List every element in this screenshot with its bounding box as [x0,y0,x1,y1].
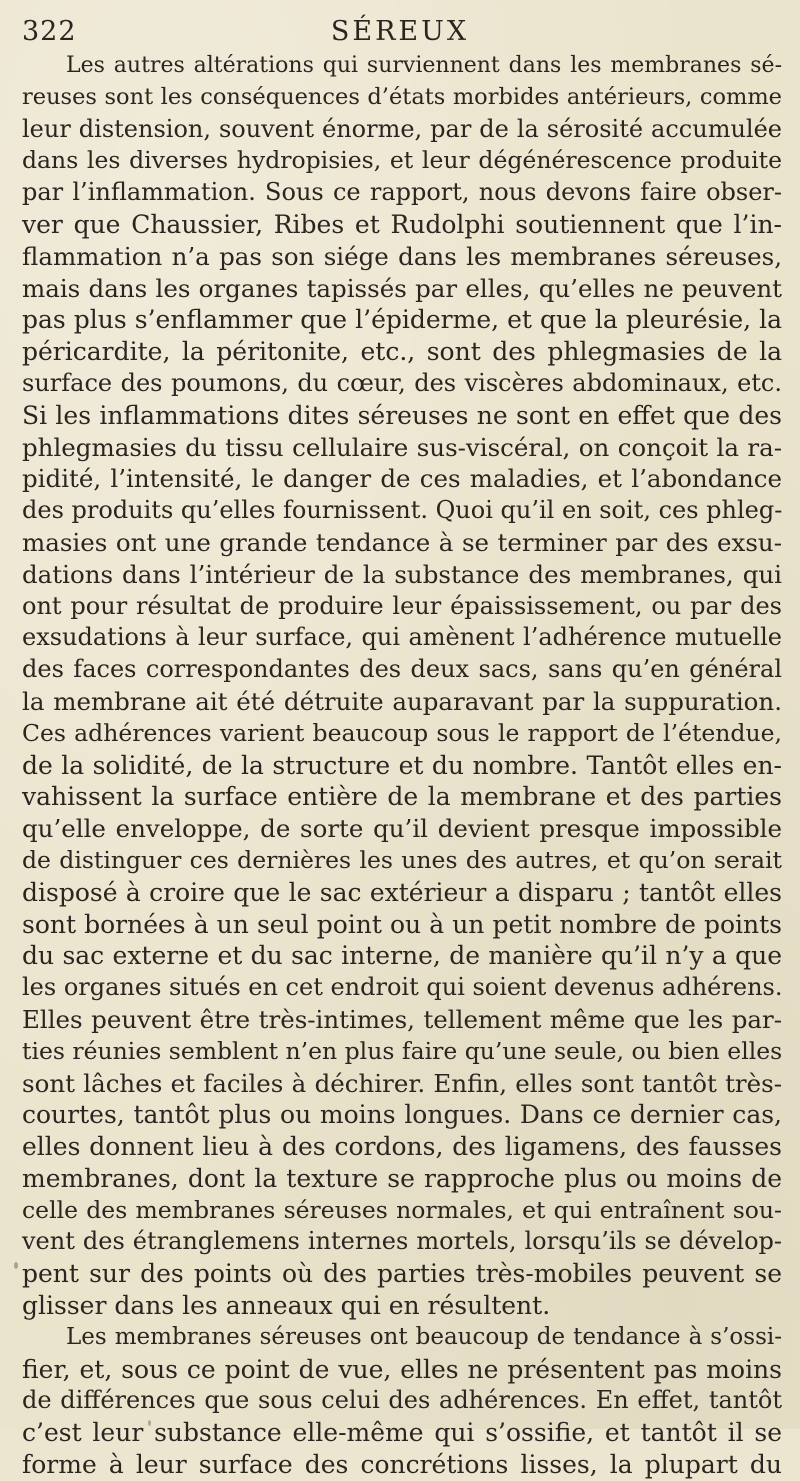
text-line: disposé à croire que le sac extérieur a disparu ; tantôt elles [22,877,782,907]
text-line: Elles peuvent être très-intimes, tellement même que les par- [22,1004,782,1034]
text-line: Si les inflammations dites séreuses ne sont en effet que des [22,400,782,430]
text-line: reuses sont les conséquences d’états morbides antérieurs, comme [22,83,782,110]
text-line: la membrane ait été détruite auparavant par la suppuration. [22,686,782,716]
text-line: forme à leur surface des concrétions lisses, la plupart du [22,1450,782,1480]
text-line: glisser dans les anneaux qui en résultent. [22,1291,551,1321]
text-line: vahissent la surface entière de la membrane et des parties [22,782,782,812]
text-line: sont bornées à un seul point ou à un petit nombre de points [22,909,782,939]
paper-speck [432,1365,436,1369]
text-line: péricardite, la péritonite, etc., sont des phlegmasies de la [22,337,782,367]
text-line: fier, et, sous ce point de vue, elles ne présentent pas moins [22,1354,782,1384]
text-line: qu’elle enveloppe, de sorte qu’il devient presque impossible [22,814,782,844]
text-line: de différences que sous celui des adhérences. En effet, tantôt [22,1386,782,1415]
text-line: des produits qu’elles fournissent. Quoi qu’il en soit, ces phleg- [22,496,783,525]
text-line: Les membranes séreuses ont beaucoup de tendance à s’ossi- [66,1323,782,1350]
text-line: courtes, tantôt plus ou moins longues. Dans ce dernier cas, [22,1100,782,1130]
text-line: vent des étranglemens internes mortels, lorsqu’ils se dévelop- [22,1227,782,1256]
text-line: pent sur des points où des parties très-mobiles peuvent se [22,1259,782,1289]
text-line: sont lâches et faciles à déchirer. Enfin, elles sont tantôt très- [22,1068,782,1098]
text-line: surface des poumons, du cœur, des viscères abdominaux, etc. [22,368,782,397]
text-line: Ces adhérences varient beaucoup sous le rapport de l’étendue, [22,718,782,747]
page-header [0,14,800,48]
running-head: SÉREUX [330,16,470,47]
paper-speck [14,1262,18,1269]
text-line: de la solidité, de la structure et du nombre. Tantôt elles en- [22,750,782,780]
text-line: Les autres altérations qui surviennent dans les membranes sé- [66,53,782,78]
text-line: dations dans l’intérieur de la substance des membranes, qui [22,559,782,589]
text-line: flammation n’a pas son siége dans les membranes séreuses, [22,241,782,271]
text-line: du sac externe et du sac interne, de manière qu’il n’y a que [22,941,782,971]
text-line: ver que Chaussier, Ribes et Rudolphi soutiennent que l’in- [22,209,782,239]
text-line: phlegmasies du tissu cellulaire sus-viscéral, on conçoit la ra- [22,432,782,462]
text-line: mais dans les organes tapissés par elles, qu’elles ne peuvent [22,273,782,303]
text-line: leur distension, souvent énorme, par de la sérosité accumulée [22,114,782,143]
text-line: celle des membranes séreuses normales, et qui entraînent sou- [22,1195,782,1224]
page-number: 322 [22,16,77,47]
body-text [22,50,782,1481]
text-line: ont pour résultat de produire leur épaississement, ou par des [22,591,782,620]
text-line: pidité, l’intensité, le danger de ces maladies, et l’abondance [22,464,782,494]
text-line: membranes, dont la texture se rapproche plus ou moins de [22,1163,782,1193]
text-line: elles donnent lieu à des cordons, des ligamens, des fausses [22,1132,782,1162]
text-line: pas plus s’enflammer que l’épiderme, et que la pleurésie, la [22,305,782,335]
text-line: ties réunies semblent n’en plus faire qu’une seule, ou bien elles [22,1036,783,1065]
text-line: masies ont une grande tendance à se terminer par des exsu- [22,527,782,557]
text-line: des faces correspondantes des deux sacs, sans qu’en général [22,655,782,684]
text-line: dans les diverses hydropisies, et leur dégénérescence produite [22,146,782,175]
paper-speck [148,1420,151,1426]
text-line: c’est leur substance elle-même qui s’ossifie, et tantôt il se [22,1418,782,1448]
text-line: exsudations à leur surface, qui amènent l’adhérence mutuelle [22,623,782,652]
text-line: par l’inflammation. Sous ce rapport, nous devons faire obser- [22,178,782,207]
text-line: de distinguer ces dernières les unes des autres, et qu’on serait [22,845,782,874]
text-line: les organes situés en cet endroit qui soient devenus adhérens. [22,973,783,1002]
